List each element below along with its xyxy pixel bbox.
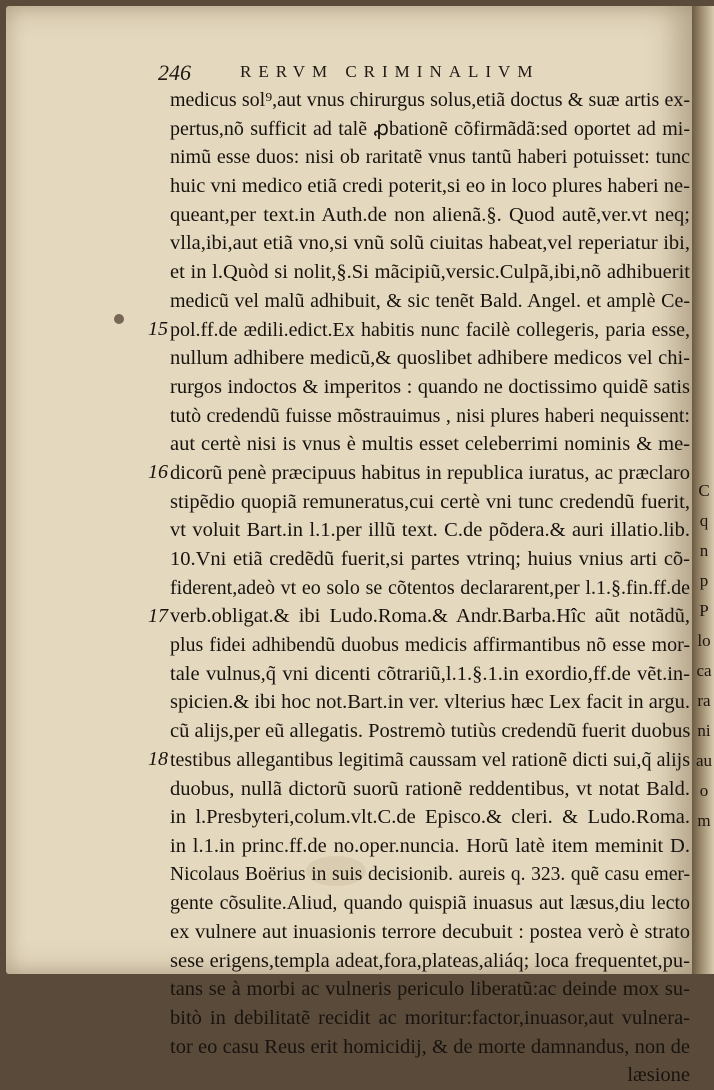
text-line: medicũ vel malũ adhibuit, & sic tenẽt Bald. Angel. et amplè Ce- [170, 289, 690, 312]
text-line: 10.Vni etiã credẽdũ fuerit,si partes vtrinq; huius vnius arti cõ- [170, 548, 690, 570]
facing-page-letter: n [699, 541, 709, 560]
text-line: tans se à morbi ac vulneris periculo liberatũ:ac deinde mox su- [170, 978, 690, 1001]
text-line: stipẽdio quopiã remuneratus,cui certè vni tunc credendũ fuerit, [170, 490, 690, 513]
facing-page-letter: p [699, 571, 709, 590]
text-line: pertus,nõ sufficit ad talẽ ꝓbationẽ cõfirmãdã:sed oportet ad mi- [170, 117, 690, 140]
text-line: læsione [627, 1064, 690, 1087]
facing-page-letter: ca [696, 661, 712, 680]
text-line: dicorũ penè præcipuus habitus in republica iuratus, ac præclaro [170, 461, 690, 484]
text-line: in l.1.in princ.ff.de no.oper.nuncia. Horũ latè item meminit D. [170, 834, 690, 857]
text-line: tale vulnus,q̃ vni dicenti cõtrariũ,l.1.§.1.in exordio,ff.de vẽt.in- [170, 662, 690, 685]
text-line: sese erigens,templa adeat,fora,plateas,aliáq; loca frequentet,pu- [170, 949, 690, 972]
text-line: vt voluit Bart.in l.1.per illũ text. C.de põdera.& auri illatio.lib. [170, 519, 690, 542]
facing-page-edge [692, 6, 714, 974]
margin-section-number: 17 [148, 604, 168, 627]
text-line: plus fidei adhibendũ duobus medicis affirmantibus nõ esse mor- [170, 634, 690, 657]
body-text [170, 86, 690, 1090]
text-line: testibus allegantibus legitimã caussam vel rationẽ dicti sui,q̃ alijs [170, 748, 690, 771]
text-line: aut certè nisi is vnus è multis esset celeberrimi nominis & me- [170, 433, 690, 456]
text-line: tor eo casu Reus erit homicidij, & de morte damnandus, non de [170, 1035, 690, 1058]
text-line: vlla,ibi,aut etiã vno,si vnũ solũ ciuitas habeat,vel reperiatur ibi, [170, 232, 690, 255]
text-line: pol.ff.de ædili.edict.Ex habitis nunc facilè collegeris, paria esse, [170, 318, 690, 341]
margin-section-number: 18 [148, 748, 168, 771]
book-page [6, 6, 694, 1087]
text-line: gente cõsulite.Aliud, quando quispiã inuasus aut læsus,diu lecto [170, 892, 690, 915]
facing-page-letter: ni [697, 721, 711, 740]
facing-page-letter: ra [697, 691, 711, 710]
text-line: nullum adhibere medicũ,& quoslibet adhibere medicos vel chi- [170, 347, 690, 370]
text-line: ex vulnere aut inuasionis terrore decubuit : postea verò è strato [170, 920, 690, 943]
facing-page-letters [696, 476, 712, 836]
facing-page-letter: m [697, 811, 711, 830]
facing-page-letter: o [699, 781, 709, 800]
text-line: in l.Presbyteri,colum.vlt.C.de Episco.& cleri. & Ludo.Roma. [170, 806, 690, 829]
text-line: tutò credendũ fuisse mõstrauimus , nisi plures haberi nequissent: [170, 404, 690, 427]
text-line: spicien.& ibi hoc not.Bart.in ver. vlterius hæc Lex facit in argu. [170, 691, 690, 714]
facing-page-letter: lo [697, 631, 711, 650]
text-line: rurgos indoctos & imperitos : quando ne doctissimo quidẽ satis [170, 375, 690, 398]
page-number: 246 [158, 60, 191, 85]
text-line: et in l.Quòd si nolit,§.Si mãcipiũ,versic.Culpã,ibi,nõ adhibuerit [170, 261, 690, 284]
text-line: queant,per text.in Auth.de non alienã.§. Quod autẽ,ver.vt neq; [170, 203, 690, 226]
text-line: medicus sol⁹,aut vnus chirurgus solus,etiã doctus & suæ artis ex- [170, 89, 690, 111]
ink-smudge [114, 314, 124, 324]
text-line: duobus, nullã dictorũ suorũ rationẽ reddentibus, vt notat Bald. [170, 777, 690, 800]
running-title: RERVM CRIMINALIVM [240, 62, 540, 81]
text-line: cũ alijs,per eũ allegatis. Postremò tutiùs credendũ fuerit duobus [170, 720, 691, 743]
facing-page-letter: q [699, 511, 709, 530]
text-line: Nicolaus Boërius in suis decisionib. aureis q. 323. quẽ casu emer- [170, 863, 690, 885]
text-line: huic vni medico etiã credi poterit,si eo in loco plures haberi ne- [170, 175, 690, 198]
facing-page-letter: P [699, 601, 709, 620]
margin-section-number: 16 [148, 461, 168, 484]
text-line: nimũ esse duos: nisi ob raritatẽ vnus tantũ haberi potuisset: tunc [170, 146, 690, 169]
facing-page-letter: C [698, 481, 710, 500]
text-line: verb.obligat.& ibi Ludo.Roma.& Andr.Barba.Hîc aũt notãdũ, [170, 605, 690, 628]
text-line: bitò in debilitatẽ recidit ac moritur:factor,inuasor,aut vulnera- [170, 1007, 690, 1029]
facing-page-letter: au [696, 751, 713, 770]
margin-section-number: 15 [148, 317, 168, 340]
text-line: fiderent,adeò vt eo solo se cõtentos declararent,per l.1.§.fin.ff.de [170, 576, 690, 599]
page-header [158, 58, 678, 88]
